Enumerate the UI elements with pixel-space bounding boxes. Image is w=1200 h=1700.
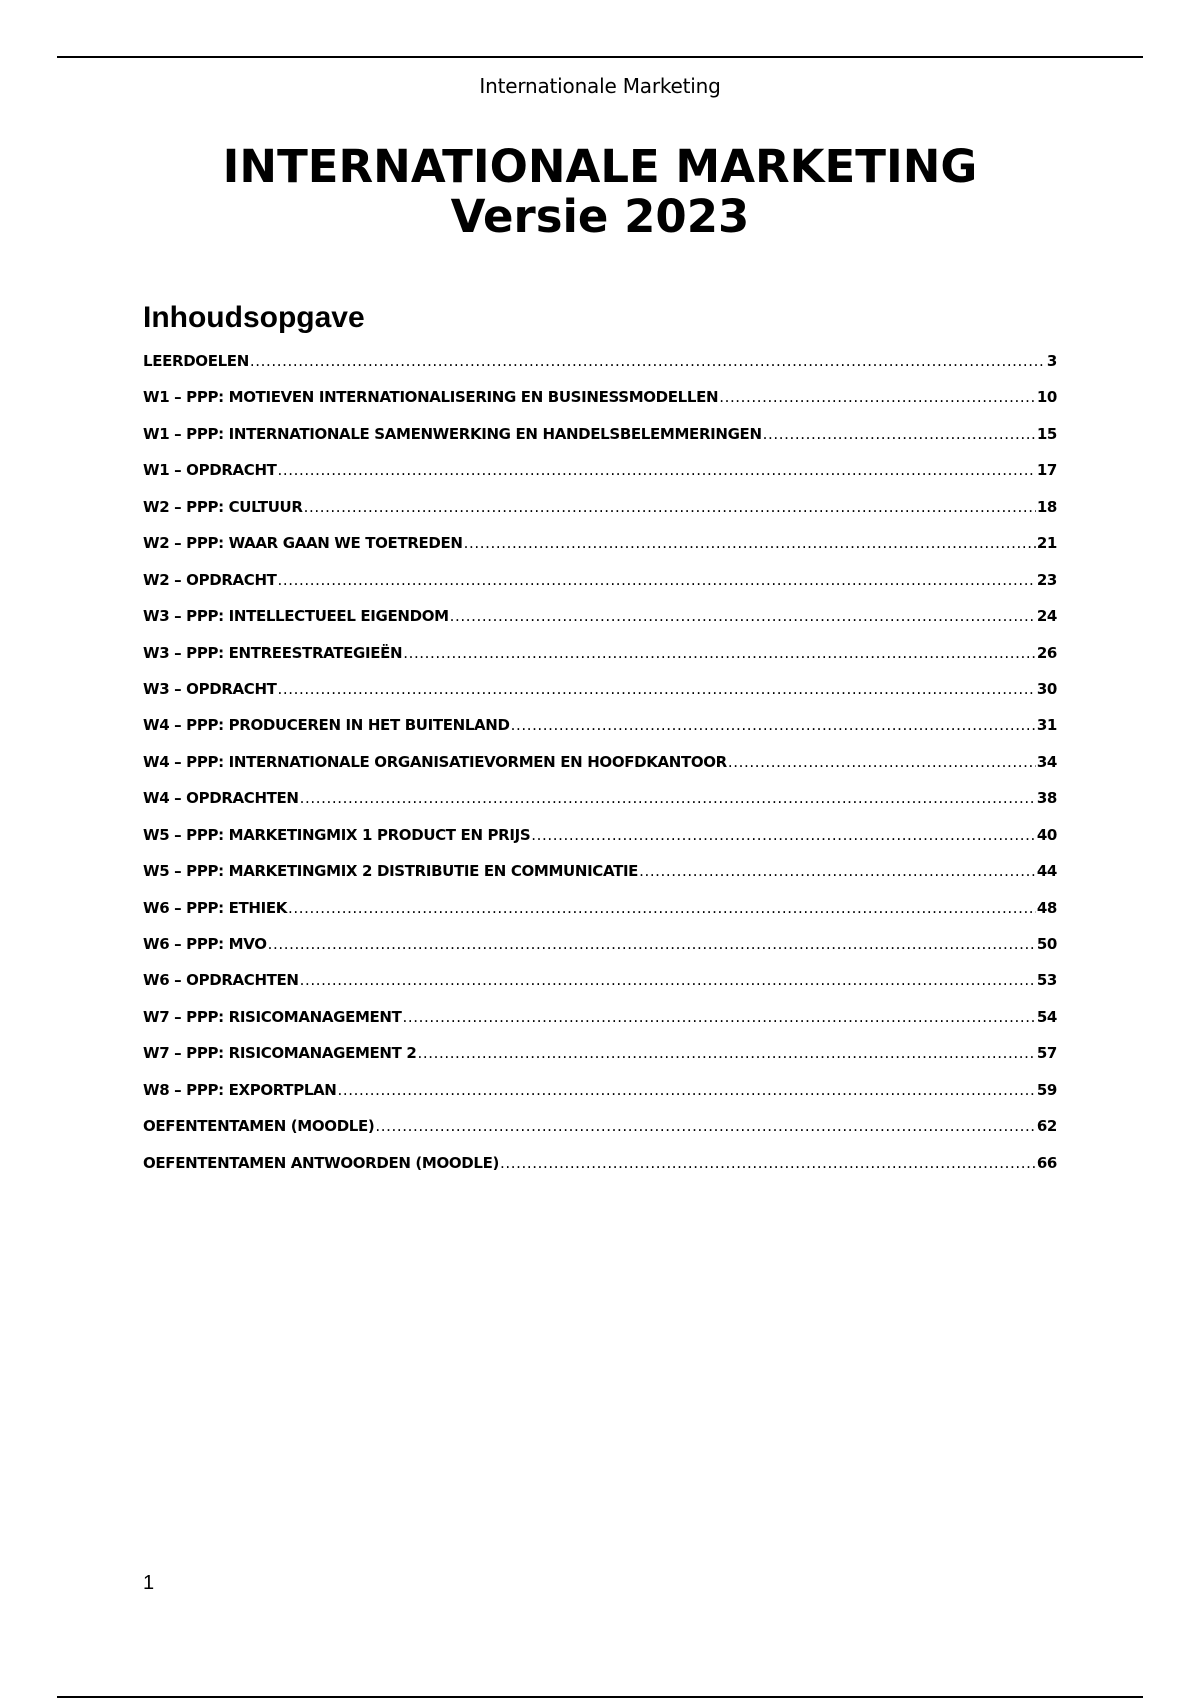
toc-dot-leader <box>304 497 1036 517</box>
toc-dot-leader <box>500 1153 1036 1173</box>
toc-entry-label: W4 – OPDRACHTEN <box>143 789 299 808</box>
toc-entry-label: OEFENTENTAMEN (MOODLE) <box>143 1117 375 1136</box>
toc-dot-leader <box>763 424 1036 444</box>
toc-entry[interactable] <box>143 444 1057 480</box>
toc-dot-leader <box>417 1043 1035 1063</box>
toc-entry-label: LEERDOELEN <box>143 352 249 370</box>
toc-entry-page: 50 <box>1036 935 1057 953</box>
toc-entry-label: W2 – PPP: WAAR GAAN WE TOETREDEN <box>143 534 463 553</box>
toc-dot-leader <box>464 533 1036 553</box>
toc-entry[interactable] <box>143 918 1057 954</box>
toc-entry-page: 53 <box>1036 971 1057 990</box>
toc-entry[interactable] <box>143 699 1057 735</box>
toc-entry[interactable] <box>143 626 1057 662</box>
toc-entry[interactable] <box>143 1027 1057 1063</box>
toc-entry[interactable] <box>143 371 1057 407</box>
toc-entry-label: W1 – PPP: INTERNATIONALE SAMENWERKING EN HANDELSBELEMMERINGEN <box>143 424 762 443</box>
toc-entry-label: W5 – PPP: MARKETINGMIX 1 PRODUCT EN PRIJS <box>143 825 531 844</box>
toc-entry-page: 34 <box>1036 752 1057 771</box>
toc-entry-page: 18 <box>1036 497 1057 516</box>
toc-entry-label: W6 – OPDRACHTEN <box>143 971 299 990</box>
toc-entry-label: W4 – PPP: INTERNATIONALE ORGANISATIEVORMEN EN HOOFDKANTOOR <box>143 752 727 771</box>
toc-entry-label: W1 – OPDRACHT <box>143 461 277 480</box>
toc-entry-label: W2 – OPDRACHT <box>143 570 277 589</box>
toc-entry-page: 48 <box>1036 898 1057 917</box>
title-line-1: INTERNATIONALE MARKETING <box>222 140 978 193</box>
toc-dot-leader <box>338 1080 1036 1100</box>
toc-entry[interactable] <box>143 1100 1057 1136</box>
toc-dot-leader <box>719 387 1036 407</box>
toc-entry-page: 66 <box>1036 1153 1057 1172</box>
toc-dot-leader <box>278 570 1036 590</box>
toc-entry-page: 38 <box>1036 789 1057 808</box>
toc-entry[interactable] <box>143 480 1057 516</box>
toc-dot-leader <box>250 351 1046 371</box>
toc-entry-label: OEFENTENTAMEN ANTWOORDEN (MOODLE) <box>143 1153 500 1172</box>
toc-entry-page: 31 <box>1036 716 1057 735</box>
document-title <box>0 142 1200 242</box>
toc-dot-leader <box>278 460 1036 480</box>
toc-entry-page: 30 <box>1036 679 1057 698</box>
toc-dot-leader <box>450 606 1036 626</box>
title-line-2: Versie 2023 <box>450 190 750 243</box>
toc-dot-leader <box>728 752 1036 772</box>
footer-rule <box>57 1696 1143 1698</box>
toc-dot-leader <box>403 643 1036 663</box>
toc-entry-page: 24 <box>1036 607 1057 626</box>
toc-dot-leader <box>288 898 1036 918</box>
toc-entry[interactable] <box>143 990 1057 1026</box>
toc-entry-label: W6 – PPP: MVO <box>143 935 267 953</box>
toc-entry-label: W3 – PPP: ENTREESTRATEGIEËN <box>143 643 403 662</box>
toc-entry-label: W2 – PPP: CULTUUR <box>143 497 303 516</box>
toc-dot-leader <box>511 715 1036 735</box>
header-rule <box>57 56 1143 58</box>
toc-dot-leader <box>639 861 1036 881</box>
toc-dot-leader <box>278 679 1036 699</box>
toc-entry-page: 21 <box>1036 534 1057 553</box>
toc-heading: Inhoudsopgave <box>143 301 365 334</box>
toc-entry-page: 40 <box>1036 825 1057 844</box>
toc-entry-label: W3 – OPDRACHT <box>143 679 277 698</box>
toc-entry-label: W6 – PPP: ETHIEK <box>143 898 288 917</box>
toc-entry[interactable] <box>143 553 1057 589</box>
toc-entry[interactable] <box>143 590 1057 626</box>
toc-entry-label: W3 – PPP: INTELLECTUEEL EIGENDOM <box>143 607 449 626</box>
toc-entry[interactable] <box>143 1063 1057 1099</box>
toc-entry-label: W1 – PPP: MOTIEVEN INTERNATIONALISERING EN BUSINESSMODELLEN <box>143 388 719 407</box>
toc-entry-page: 59 <box>1036 1080 1057 1099</box>
toc-entry-page: 3 <box>1046 352 1057 370</box>
toc-entry-label: W7 – PPP: RISICOMANAGEMENT 2 <box>143 1044 417 1063</box>
toc-entry-label: W5 – PPP: MARKETINGMIX 2 DISTRIBUTIE EN COMMUNICATIE <box>143 862 639 881</box>
page-number: 1 <box>143 1572 155 1594</box>
toc-entry[interactable] <box>143 517 1057 553</box>
toc-dot-leader <box>268 934 1036 954</box>
toc-entry[interactable] <box>143 772 1057 808</box>
toc-entry-label: W8 – PPP: EXPORTPLAN <box>143 1080 337 1099</box>
toc-entry-page: 62 <box>1036 1117 1057 1136</box>
toc-entry[interactable] <box>143 808 1057 844</box>
toc-entry[interactable] <box>143 663 1057 699</box>
toc-entry-page: 26 <box>1036 643 1057 662</box>
toc-entry-page: 23 <box>1036 570 1057 589</box>
toc-dot-leader <box>375 1116 1035 1136</box>
toc-entry-page: 44 <box>1036 862 1057 881</box>
toc-entry[interactable] <box>143 735 1057 771</box>
table-of-contents <box>143 347 1057 1173</box>
toc-dot-leader <box>403 1007 1036 1027</box>
toc-entry[interactable] <box>143 407 1057 443</box>
toc-entry[interactable] <box>143 881 1057 917</box>
toc-dot-leader <box>300 788 1036 808</box>
toc-entry-page: 54 <box>1036 1007 1057 1026</box>
running-header: Internationale Marketing <box>479 74 721 98</box>
toc-entry-label: W4 – PPP: PRODUCEREN IN HET BUITENLAND <box>143 716 510 735</box>
toc-dot-leader <box>300 970 1036 990</box>
toc-entry[interactable] <box>143 1136 1057 1172</box>
toc-entry-label: W7 – PPP: RISICOMANAGEMENT <box>143 1007 402 1026</box>
toc-entry-page: 10 <box>1036 388 1057 407</box>
toc-dot-leader <box>531 825 1036 845</box>
toc-entry-page: 17 <box>1036 461 1057 480</box>
toc-entry[interactable] <box>143 954 1057 990</box>
toc-entry[interactable] <box>143 347 1057 371</box>
toc-entry-page: 15 <box>1036 424 1057 443</box>
toc-entry-page: 57 <box>1036 1044 1057 1063</box>
toc-entry[interactable] <box>143 845 1057 881</box>
